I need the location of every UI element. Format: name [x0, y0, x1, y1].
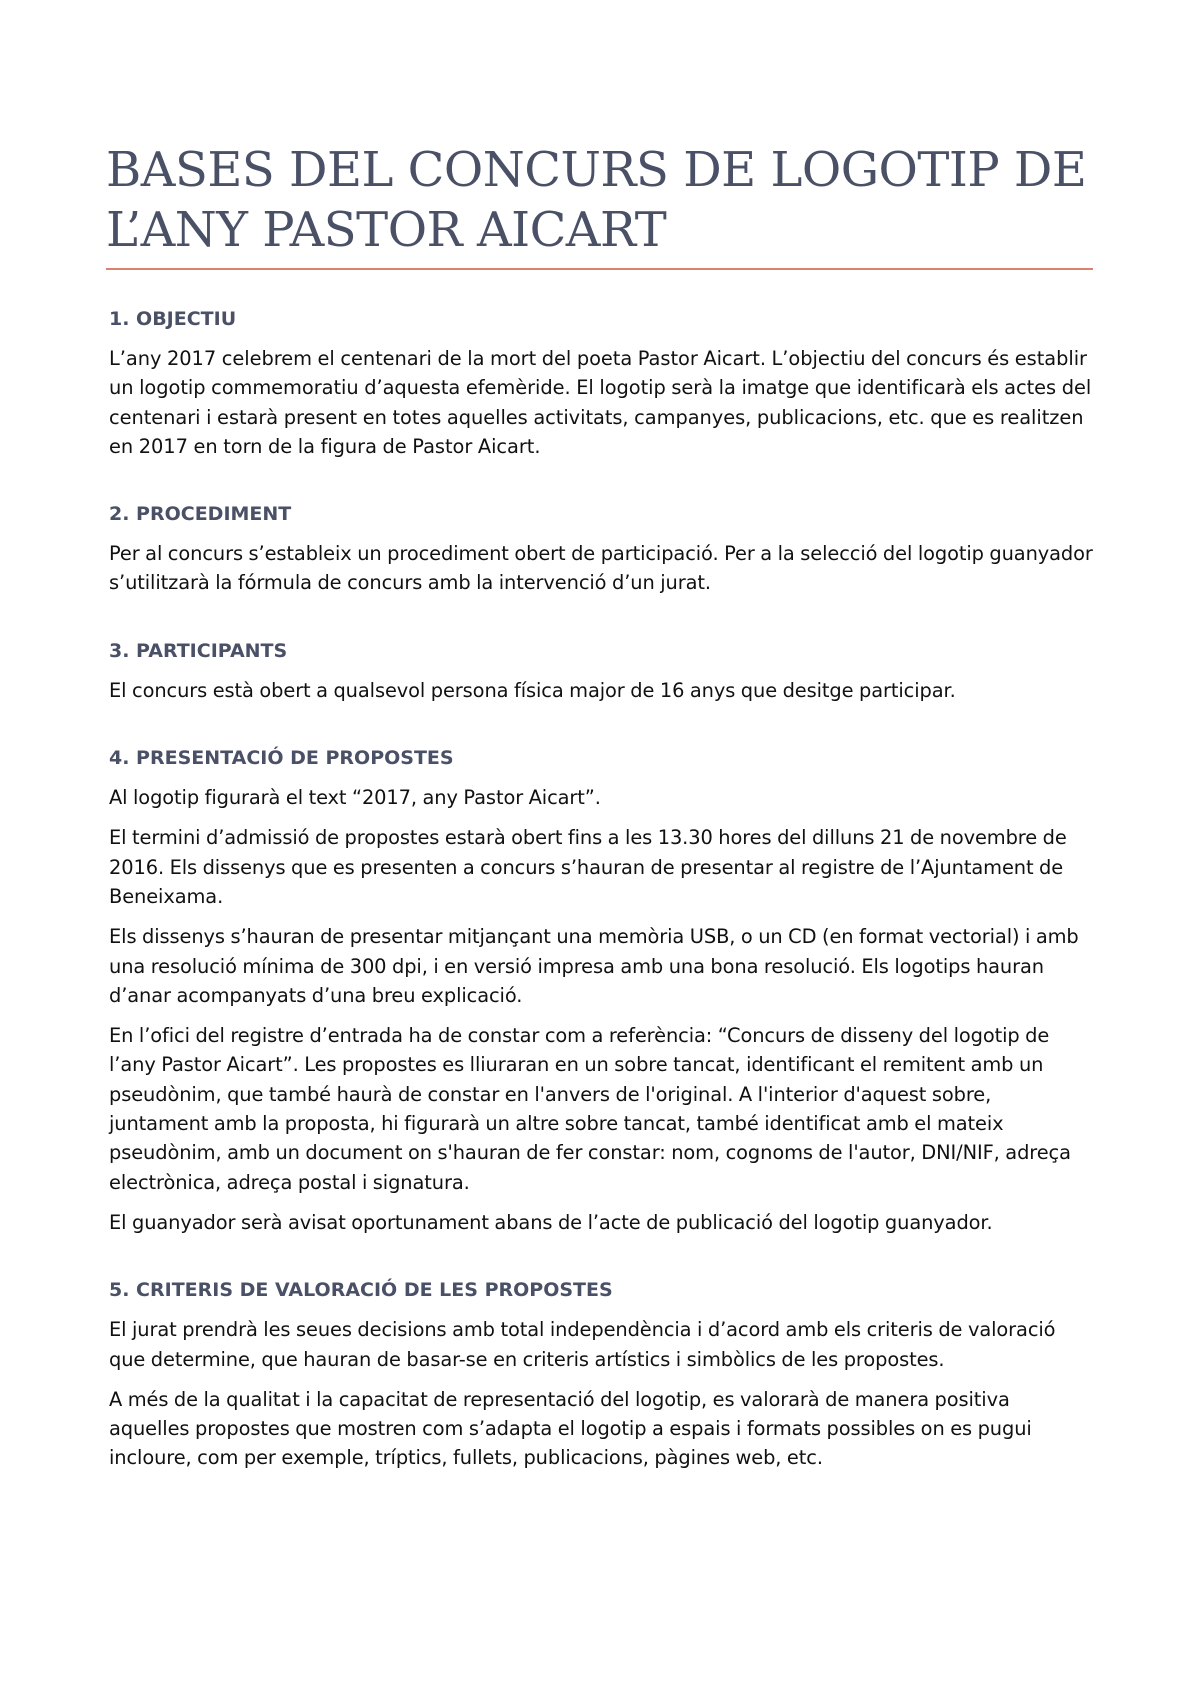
section-heading: 1. OBJECTIU: [109, 308, 237, 330]
document-page: [106, 140, 1093, 1484]
paragraph: Els dissenys s’hauran de presentar mitjançant una memòria USB, o un CD (en format vectorial) i amb una resolució mínima de 300 dpi, i en versió impresa amb una bona resolució. Els logotips hauran d’anar acompanyats d’una breu explicació.: [109, 925, 1079, 1007]
section-heading: 2. PROCEDIMENT: [109, 503, 292, 526]
paragraph: En l’ofici del registre d’entrada ha de constar com a referència: “Concurs de disseny del logotip de l’any Pastor Aicart”. Les propostes es lliuraran en un sobre tancat, identificant el remitent amb un pseudònim, que també haurà de constar en l'anvers de l'original. A l'interior d'aquest sobre, juntament amb la proposta, hi figurarà un altre sobre tancat, també identificat amb el mateix pseudònim, amb un document on s'hauran de fer constar: nom, cognoms de l'autor, DNI/NIF, adreça electrònica, adreça postal i signatura.: [109, 1024, 1071, 1194]
section-presentacio-propostes: [109, 745, 1093, 1237]
section-objectiu: [109, 306, 1093, 461]
paragraph: Per al concurs s’estableix un procediment obert de participació. Per a la selecció del logotip guanyador s’utilitzarà la fórmula de concurs amb la intervenció d’un jurat.: [109, 542, 1093, 595]
paragraph: L’any 2017 celebrem el centenari de la mort del poeta Pastor Aicart. L’objectiu del concurs és establir un logotip commemoratiu d’aquesta efemèride. El logotip serà la imatge que identificarà els actes del centenari i estarà present en totes aquelles activitats, campanyes, publicacions, etc. que es realitzen en 2017 en torn de la figura de Pastor Aicart.: [109, 347, 1092, 458]
document-title: BASES DEL CONCURS DE LOGOTIP DE L’ANY PASTOR AICART: [106, 140, 1093, 270]
section-procediment: [109, 501, 1093, 598]
section-heading: 5. CRITERIS DE VALORACIÓ DE LES PROPOSTES: [109, 1279, 613, 1302]
paragraph: A més de la qualitat i la capacitat de representació del logotip, es valorarà de manera positiva aquelles propostes que mostren com s’adapta el logotip a espais i formats possibles on es pugui incloure, com per exemple, tríptics, fullets, publicacions, pàgines web, etc.: [109, 1387, 1032, 1470]
paragraph: El concurs està obert a qualsevol persona física major de 16 anys que desitge participar.: [109, 678, 956, 702]
paragraph: El termini d’admissió de propostes estarà obert fins a les 13.30 hores del dilluns 21 de novembre de 2016. Els dissenys que es presenten a concurs s’hauran de presentar al registre de l’Ajuntament de Beneixama.: [109, 826, 1067, 908]
section-heading: 4. PRESENTACIÓ DE PROPOSTES: [109, 747, 454, 770]
paragraph: El guanyador serà avisat oportunament abans de l’acte de publicació del logotip guanyador.: [109, 1210, 993, 1234]
paragraph: El jurat prendrà les seues decisions amb total independència i d’acord amb els criteris de valoració que determine, que hauran de basar-se en criteris artístics i simbòlics de les propostes.: [109, 1318, 1056, 1371]
section-criteris-valoracio: [109, 1277, 1093, 1472]
paragraph: Al logotip figurarà el text “2017, any Pastor Aicart”.: [109, 786, 601, 810]
section-participants: [109, 638, 1093, 705]
section-heading: 3. PARTICIPANTS: [109, 639, 288, 662]
